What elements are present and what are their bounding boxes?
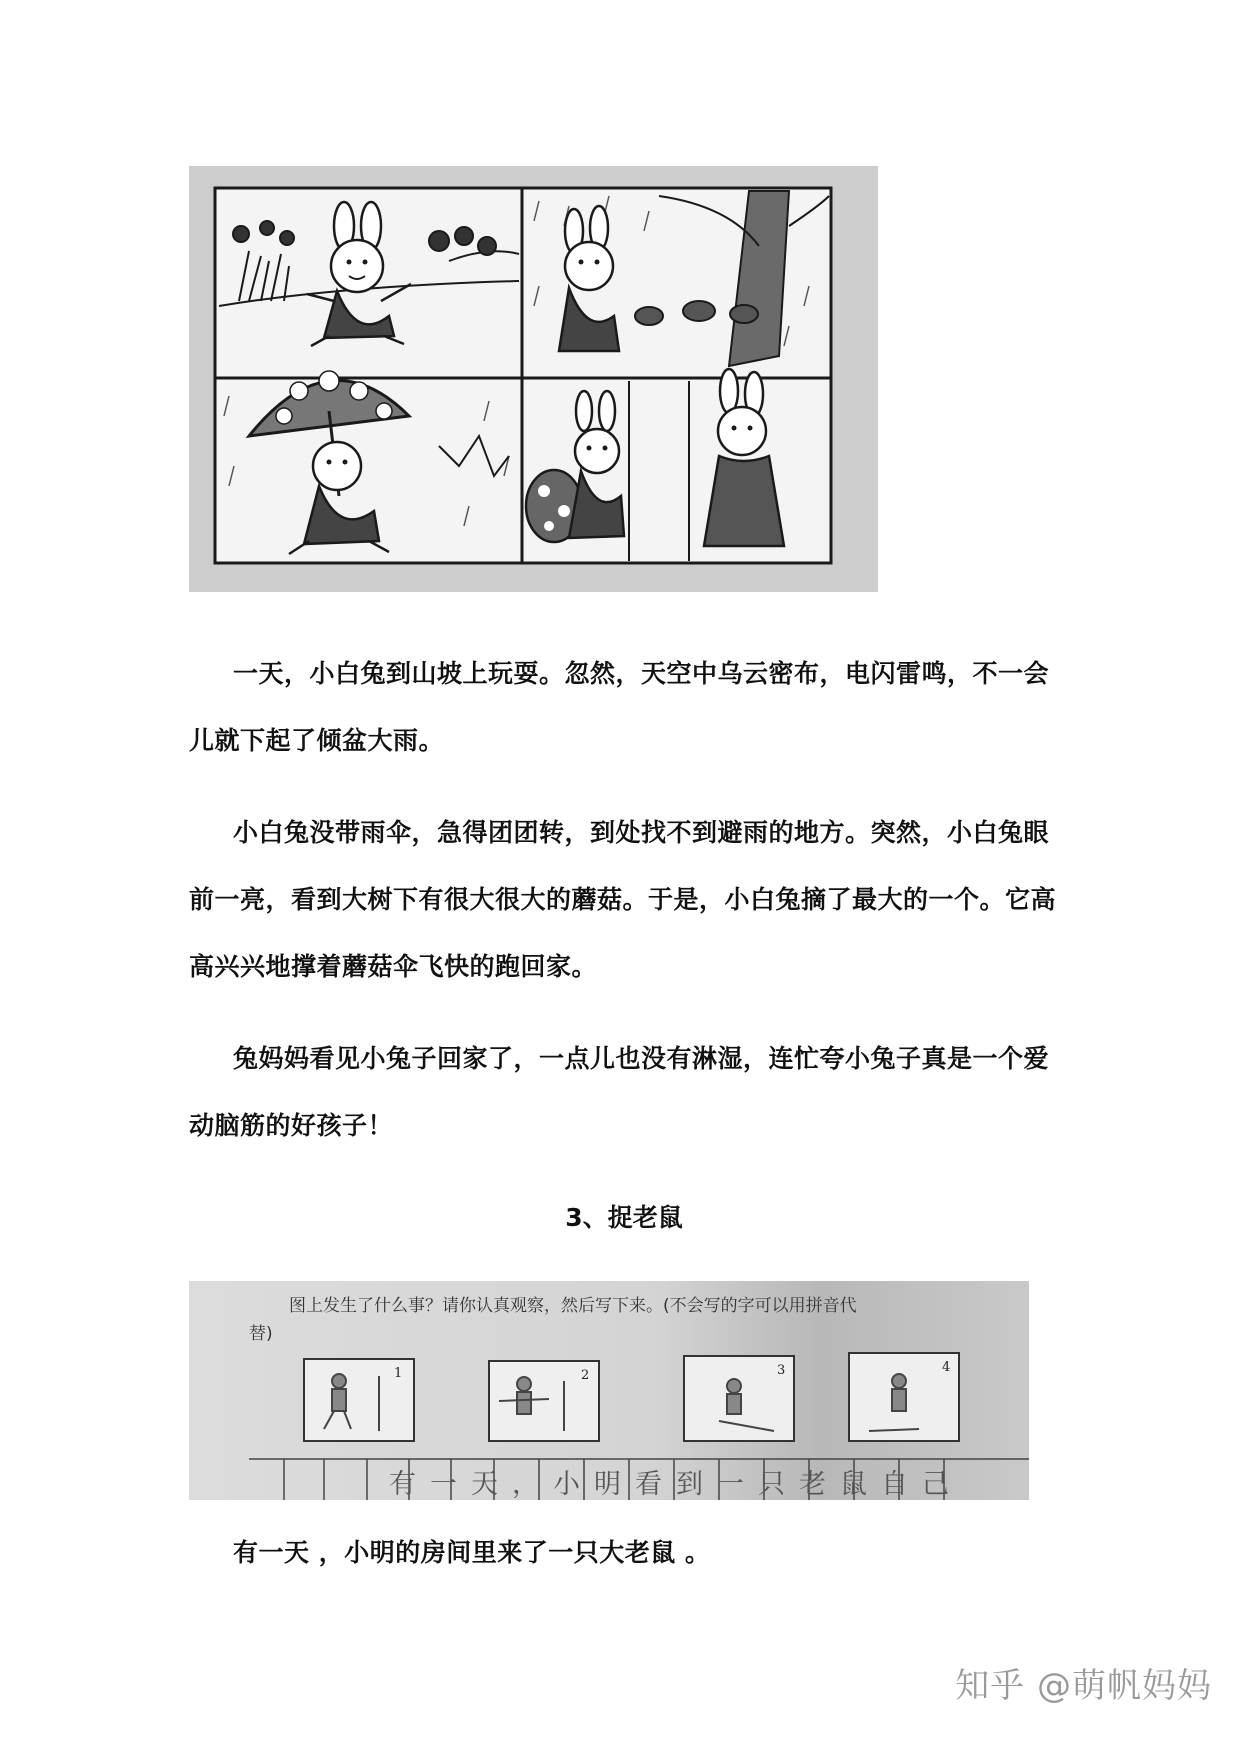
worksheet-instruction-2: 替) [249, 1324, 273, 1344]
story-paragraph-3: 兔妈妈看见小兔子回家了，一点儿也没有淋湿，连忙夸小兔子真是一个爱动脑筋的好孩子！ [189, 1044, 1050, 1140]
comic-drawing [189, 166, 878, 592]
story-paragraph-4: 有一天 ，小明的房间里来了一只大老鼠 。 [233, 1538, 711, 1567]
panel-number-1: 1 [394, 1366, 403, 1381]
worksheet-instruction-1: 图上发生了什么事？请你认真观察，然后写下来。(不会写的字可以用拼音代 [289, 1296, 857, 1316]
handwritten-answer: 有一天，小明看到一只老鼠自己 [389, 1469, 963, 1500]
story-paragraph-2: 小白兔没带雨伞，急得团团转，到处找不到避雨的地方。突然，小白兔眼前一亮，看到大树下有很大很大的蘑菇。于是，小白兔摘了最大的一个。它高高兴兴地撑着蘑菇伞飞快的跑回家。 [189, 818, 1057, 981]
worksheet-drawing [189, 1281, 1029, 1500]
section-heading: 3、捉老鼠 [565, 1203, 683, 1232]
comic-image-rabbit-mushroom [189, 166, 878, 592]
story-paragraph-1: 一天，小白兔到山坡上玩耍。忽然，天空中乌云密布，电闪雷鸣，不一会儿就下起了倾盆大雨。 [189, 659, 1050, 755]
worksheet-image-catch-mouse [189, 1281, 1029, 1500]
watermark-text: 知乎 @萌帆妈妈 [955, 1666, 1212, 1706]
panel-number-3: 3 [777, 1363, 786, 1378]
panel-number-4: 4 [942, 1360, 951, 1375]
panel-number-2: 2 [581, 1368, 590, 1383]
